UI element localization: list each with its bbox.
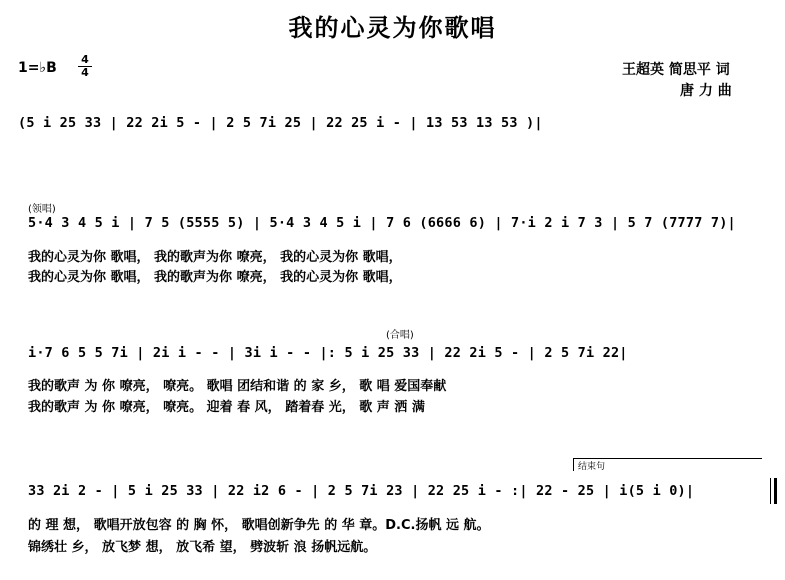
final-barline-thick [774,478,777,504]
chorus-mark: (合唱) [386,330,414,341]
meter-top: 4 [81,53,89,66]
score-row-1: (5 i 25 33 | 22 2i 5 - | 2 5 7i 25 | 22 25 i - | 13 53 13 53 )| [18,115,543,131]
score-row-2: 5·4 3 4 5 i | 7 5 (5555 5) | 5·4 3 4 5 i | 7 6 (6666 6) | 7·i 2 i 7 3 | 5 7 (7777 7)| [28,215,736,231]
ending-label: 结束句 [578,462,606,472]
lyricist-credit: 王超英 简思平 词 [622,62,730,78]
lyric-row-2-verse-2: 我的心灵为你 歌唱， 我的歌声为你 嘹亮， 我的心灵为你 歌唱， [28,270,402,285]
lyric-row-3-verse-2: 我的歌声 为 你 嘹亮， 嘹亮。 迎着 春 风， 踏着春 光， 歌 声 洒 满 [28,400,425,415]
lyric-row-3-verse-1: 我的歌声 为 你 嘹亮， 嘹亮。 歌唱 团结和谐 的 家 乡， 歌 唱 爱国奉献 [28,379,447,394]
time-signature [78,54,92,79]
key-signature: 1=♭B [18,60,57,76]
score-row-3: i·7 6 5 5 7i | 2i i - - | 3i i - - |: 5 i 25 33 | 22 2i 5 - | 2 5 7i 22| [28,345,628,361]
final-barline-thin [770,478,771,504]
composer-credit: 唐 力 曲 [680,83,732,99]
lyric-row-2-verse-1: 我的心灵为你 歌唱， 我的歌声为你 嘹亮， 我的心灵为你 歌唱， [28,250,402,265]
lyric-row-4-verse-1: 的 理 想， 歌唱开放包容 的 胸 怀， 歌唱创新争先 的 华 章。D.C.扬帆 远 航。 [28,518,490,533]
ending-bracket [573,458,762,471]
meter-bottom: 4 [78,66,92,79]
lead-vocal-mark: (领唱) [28,204,56,215]
lyric-row-4-verse-2: 锦绣壮 乡， 放飞梦 想， 放飞希 望， 劈波斩 浪 扬帆远航。 [28,540,377,555]
score-row-4: 33 2i 2 - | 5 i 25 33 | 22 i2 6 - | 2 5 7i 23 | 22 25 i - :| 22 - 25 | i(5 i 0)| [28,483,695,499]
song-title: 我的心灵为你歌唱 [288,14,497,42]
